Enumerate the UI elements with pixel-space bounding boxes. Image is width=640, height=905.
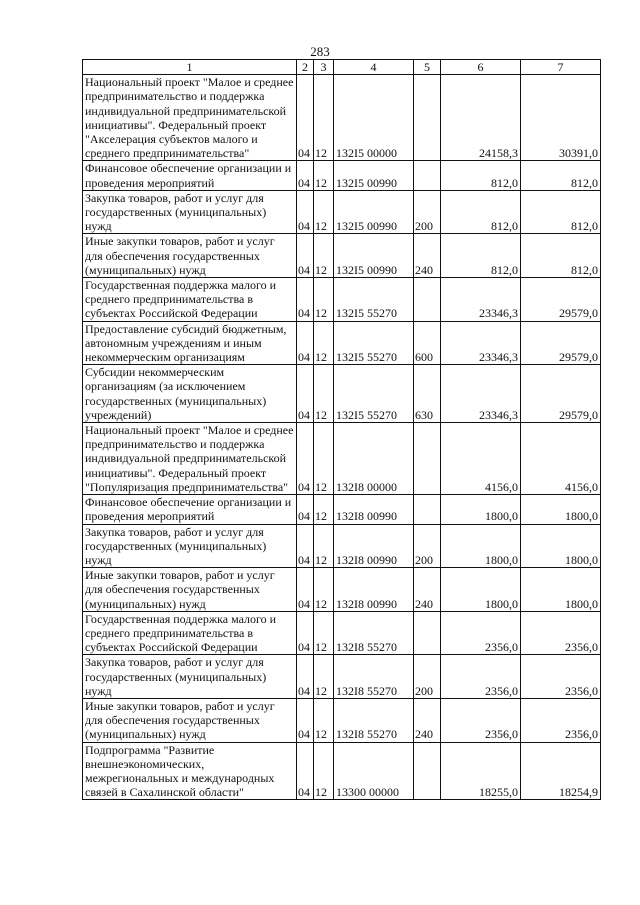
subsection-code-cell: 12 bbox=[314, 278, 334, 322]
amount-year-1-cell: 812,0 bbox=[441, 234, 521, 278]
amount-year-2-cell: 812,0 bbox=[521, 161, 601, 190]
table-row bbox=[83, 75, 601, 161]
column-header-target-article: 4 bbox=[334, 60, 414, 75]
column-header-amount-year-2: 7 bbox=[521, 60, 601, 75]
column-header-section: 2 bbox=[297, 60, 314, 75]
table-row bbox=[83, 321, 601, 365]
header-row bbox=[83, 60, 601, 75]
amount-year-2-cell: 30391,0 bbox=[521, 75, 601, 161]
amount-year-1-cell: 812,0 bbox=[441, 190, 521, 234]
target-article-cell: 13300 00000 bbox=[334, 742, 414, 800]
section-code-cell: 04 bbox=[297, 278, 314, 322]
section-code-cell: 04 bbox=[297, 655, 314, 699]
section-code-cell: 04 bbox=[297, 365, 314, 423]
expense-type-cell bbox=[414, 278, 441, 322]
column-header-name: 1 bbox=[83, 60, 297, 75]
table-row bbox=[83, 423, 601, 495]
subsection-code-cell: 12 bbox=[314, 495, 334, 524]
row-name-cell: Субсидии некоммерческим организациям (за исключением государственных (муниципальных) учреждений) bbox=[83, 365, 297, 423]
table-row bbox=[83, 742, 601, 800]
table-row bbox=[83, 161, 601, 190]
subsection-code-cell: 12 bbox=[314, 190, 334, 234]
section-code-cell: 04 bbox=[297, 321, 314, 365]
amount-year-2-cell: 1800,0 bbox=[521, 568, 601, 612]
expense-type-cell: 200 bbox=[414, 190, 441, 234]
section-code-cell: 04 bbox=[297, 190, 314, 234]
target-article-cell: 132I8 55270 bbox=[334, 655, 414, 699]
amount-year-2-cell: 812,0 bbox=[521, 190, 601, 234]
expense-type-cell bbox=[414, 75, 441, 161]
subsection-code-cell: 12 bbox=[314, 698, 334, 742]
row-name-cell: Предоставление субсидий бюджетным, автономным учреждениям и иным некоммерческим организациям bbox=[83, 321, 297, 365]
row-name-cell: Подпрограмма "Развитие внешнеэкономических, межрегиональных и международных связей в Сахалинской области" bbox=[83, 742, 297, 800]
expense-type-cell: 240 bbox=[414, 568, 441, 612]
subsection-code-cell: 12 bbox=[314, 742, 334, 800]
row-name-cell: Иные закупки товаров, работ и услуг для обеспечения государственных (муниципальных) нужд bbox=[83, 568, 297, 612]
amount-year-2-cell: 29579,0 bbox=[521, 321, 601, 365]
amount-year-1-cell: 1800,0 bbox=[441, 495, 521, 524]
expense-type-cell bbox=[414, 423, 441, 495]
amount-year-1-cell: 23346,3 bbox=[441, 365, 521, 423]
subsection-code-cell: 12 bbox=[314, 234, 334, 278]
budget-table bbox=[82, 59, 601, 800]
expense-type-cell: 600 bbox=[414, 321, 441, 365]
table-row bbox=[83, 524, 601, 568]
target-article-cell: 132I5 00990 bbox=[334, 234, 414, 278]
row-name-cell: Государственная поддержка малого и среднего предпринимательства в субъектах Российской Федерации bbox=[83, 611, 297, 655]
amount-year-1-cell: 23346,3 bbox=[441, 278, 521, 322]
amount-year-2-cell: 2356,0 bbox=[521, 611, 601, 655]
target-article-cell: 132I8 55270 bbox=[334, 611, 414, 655]
row-name-cell: Национальный проект "Малое и среднее предпринимательство и поддержка индивидуальной предпринимательской инициативы". Федеральный проект "Акселерация субъектов малого и среднего предпринимательства" bbox=[83, 75, 297, 161]
amount-year-1-cell: 1800,0 bbox=[441, 524, 521, 568]
table-row bbox=[83, 698, 601, 742]
page-number: 283 bbox=[310, 44, 330, 59]
expense-type-cell bbox=[414, 161, 441, 190]
amount-year-2-cell: 2356,0 bbox=[521, 698, 601, 742]
row-name-cell: Финансовое обеспечение организации и проведения мероприятий bbox=[83, 495, 297, 524]
row-name-cell: Иные закупки товаров, работ и услуг для обеспечения государственных (муниципальных) нужд bbox=[83, 234, 297, 278]
column-header-subsection: 3 bbox=[314, 60, 334, 75]
subsection-code-cell: 12 bbox=[314, 568, 334, 612]
amount-year-2-cell: 29579,0 bbox=[521, 365, 601, 423]
section-code-cell: 04 bbox=[297, 611, 314, 655]
section-code-cell: 04 bbox=[297, 161, 314, 190]
row-name-cell: Закупка товаров, работ и услуг для государственных (муниципальных) нужд bbox=[83, 524, 297, 568]
column-header-expense-type: 5 bbox=[414, 60, 441, 75]
target-article-cell: 132I8 55270 bbox=[334, 698, 414, 742]
target-article-cell: 132I8 00990 bbox=[334, 495, 414, 524]
section-code-cell: 04 bbox=[297, 698, 314, 742]
amount-year-1-cell: 2356,0 bbox=[441, 655, 521, 699]
section-code-cell: 04 bbox=[297, 423, 314, 495]
row-name-cell: Иные закупки товаров, работ и услуг для обеспечения государственных (муниципальных) нужд bbox=[83, 698, 297, 742]
expense-type-cell bbox=[414, 611, 441, 655]
amount-year-1-cell: 812,0 bbox=[441, 161, 521, 190]
column-header-amount-year-1: 6 bbox=[441, 60, 521, 75]
amount-year-2-cell: 812,0 bbox=[521, 234, 601, 278]
expense-type-cell bbox=[414, 495, 441, 524]
subsection-code-cell: 12 bbox=[314, 611, 334, 655]
expense-type-cell bbox=[414, 742, 441, 800]
expense-type-cell: 200 bbox=[414, 655, 441, 699]
amount-year-1-cell: 18255,0 bbox=[441, 742, 521, 800]
subsection-code-cell: 12 bbox=[314, 321, 334, 365]
subsection-code-cell: 12 bbox=[314, 365, 334, 423]
amount-year-1-cell: 24158,3 bbox=[441, 75, 521, 161]
table-row bbox=[83, 278, 601, 322]
section-code-cell: 04 bbox=[297, 524, 314, 568]
amount-year-2-cell: 1800,0 bbox=[521, 524, 601, 568]
amount-year-2-cell: 2356,0 bbox=[521, 655, 601, 699]
target-article-cell: 132I5 00990 bbox=[334, 161, 414, 190]
target-article-cell: 132I8 00990 bbox=[334, 568, 414, 612]
row-name-cell: Закупка товаров, работ и услуг для государственных (муниципальных) нужд bbox=[83, 190, 297, 234]
row-name-cell: Национальный проект "Малое и среднее предпринимательство и поддержка индивидуальной предпринимательской инициативы". Федеральный проект "Популяризация предпринимательства" bbox=[83, 423, 297, 495]
target-article-cell: 132I5 00000 bbox=[334, 75, 414, 161]
amount-year-2-cell: 29579,0 bbox=[521, 278, 601, 322]
expense-type-cell: 200 bbox=[414, 524, 441, 568]
target-article-cell: 132I5 55270 bbox=[334, 365, 414, 423]
subsection-code-cell: 12 bbox=[314, 655, 334, 699]
target-article-cell: 132I5 55270 bbox=[334, 321, 414, 365]
expense-type-cell: 630 bbox=[414, 365, 441, 423]
target-article-cell: 132I5 55270 bbox=[334, 278, 414, 322]
row-name-cell: Финансовое обеспечение организации и проведения мероприятий bbox=[83, 161, 297, 190]
section-code-cell: 04 bbox=[297, 234, 314, 278]
section-code-cell: 04 bbox=[297, 568, 314, 612]
amount-year-1-cell: 2356,0 bbox=[441, 698, 521, 742]
subsection-code-cell: 12 bbox=[314, 75, 334, 161]
table-row bbox=[83, 234, 601, 278]
subsection-code-cell: 12 bbox=[314, 524, 334, 568]
expense-type-cell: 240 bbox=[414, 234, 441, 278]
amount-year-1-cell: 1800,0 bbox=[441, 568, 521, 612]
table-row bbox=[83, 190, 601, 234]
amount-year-1-cell: 23346,3 bbox=[441, 321, 521, 365]
amount-year-1-cell: 2356,0 bbox=[441, 611, 521, 655]
table-row bbox=[83, 365, 601, 423]
expense-type-cell: 240 bbox=[414, 698, 441, 742]
subsection-code-cell: 12 bbox=[314, 423, 334, 495]
target-article-cell: 132I5 00990 bbox=[334, 190, 414, 234]
table-row bbox=[83, 655, 601, 699]
section-code-cell: 04 bbox=[297, 742, 314, 800]
table-row bbox=[83, 495, 601, 524]
table-row bbox=[83, 568, 601, 612]
row-name-cell: Закупка товаров, работ и услуг для государственных (муниципальных) нужд bbox=[83, 655, 297, 699]
amount-year-2-cell: 4156,0 bbox=[521, 423, 601, 495]
row-name-cell: Государственная поддержка малого и среднего предпринимательства в субъектах Российской Федерации bbox=[83, 278, 297, 322]
target-article-cell: 132I8 00990 bbox=[334, 524, 414, 568]
subsection-code-cell: 12 bbox=[314, 161, 334, 190]
amount-year-2-cell: 18254,9 bbox=[521, 742, 601, 800]
section-code-cell: 04 bbox=[297, 495, 314, 524]
amount-year-1-cell: 4156,0 bbox=[441, 423, 521, 495]
section-code-cell: 04 bbox=[297, 75, 314, 161]
table-row bbox=[83, 611, 601, 655]
target-article-cell: 132I8 00000 bbox=[334, 423, 414, 495]
amount-year-2-cell: 1800,0 bbox=[521, 495, 601, 524]
